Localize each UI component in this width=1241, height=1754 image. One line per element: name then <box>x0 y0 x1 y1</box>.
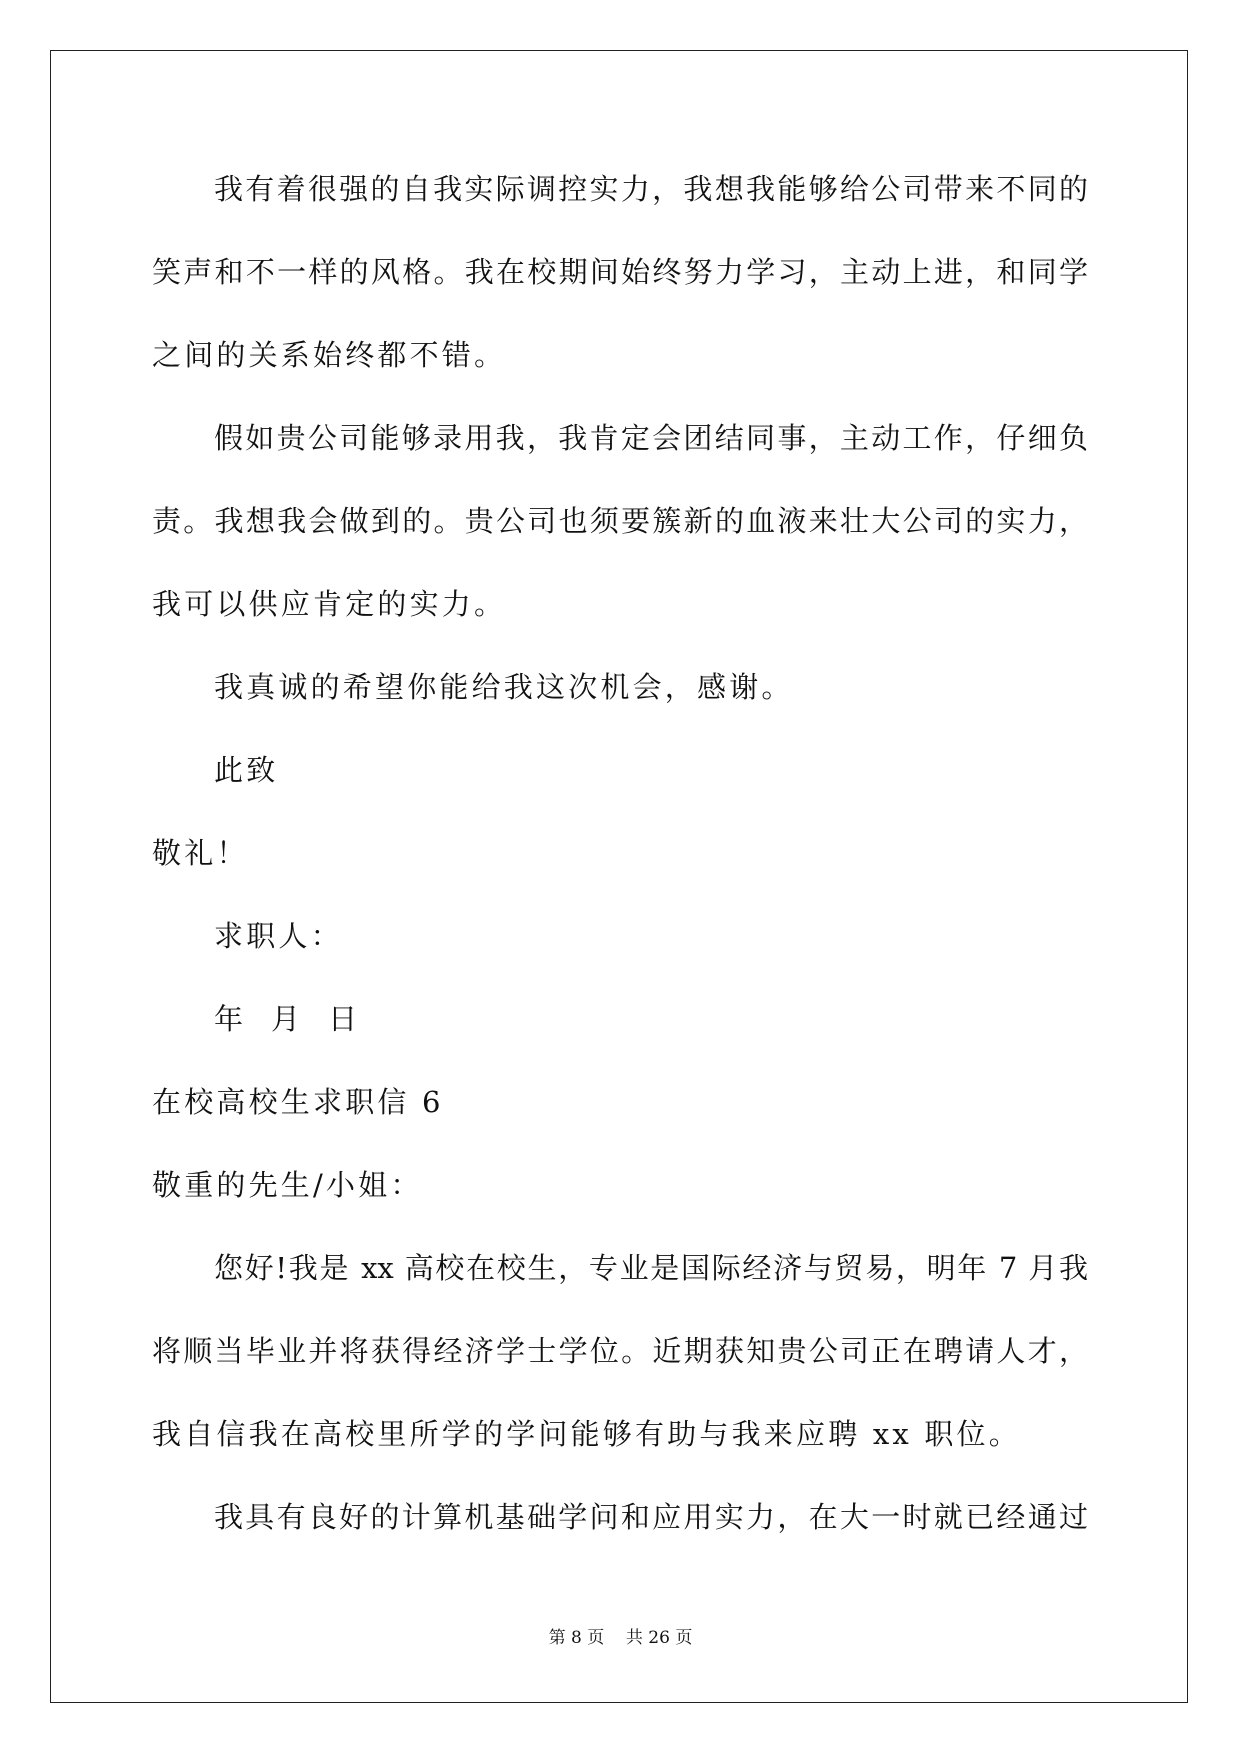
page-number: 第 8 页 共 26 页 <box>548 1628 693 1648</box>
paragraph-line: 我具有良好的计算机基础学问和应用实力，在大一时就已经通过 <box>214 1500 1088 1534</box>
greeting: 敬重的先生/小姐： <box>152 1168 423 1202</box>
paragraph-line: 将顺当毕业并将获得经济学士学位。近期获知贵公司正在聘请人才， <box>152 1334 1088 1368</box>
paragraph-line: 我有着很强的自我实际调控实力，我想我能够给公司带来不同的 <box>214 172 1088 206</box>
section-title: 在校高校生求职信 6 <box>152 1085 444 1119</box>
paragraph-line: 您好!我是 xx 高校在校生，专业是国际经济与贸易，明年 7 月我 <box>214 1251 1088 1285</box>
paragraph-line: 责。我想我会做到的。贵公司也须要簇新的血液来壮大公司的实力， <box>152 504 1088 538</box>
date-line: 年 月 日 <box>214 1002 361 1036</box>
page-border <box>50 50 1188 1703</box>
closing-line: 此致 <box>214 753 279 787</box>
paragraph-line: 我自信我在高校里所学的学问能够有助与我来应聘 xx 职位。 <box>152 1417 1021 1451</box>
paragraph-line: 假如贵公司能够录用我，我肯定会团结同事，主动工作，仔细负 <box>214 421 1088 455</box>
paragraph-line: 我真诚的希望你能给我这次机会，感谢。 <box>214 670 794 704</box>
paragraph-line: 我可以供应肯定的实力。 <box>152 587 507 621</box>
salutation-closing: 敬礼！ <box>152 836 249 870</box>
paragraph-line: 之间的关系始终都不错。 <box>152 338 507 372</box>
signature-label: 求职人： <box>214 919 343 953</box>
paragraph-line: 笑声和不一样的风格。我在校期间始终努力学习，主动上进，和同学 <box>152 255 1088 289</box>
